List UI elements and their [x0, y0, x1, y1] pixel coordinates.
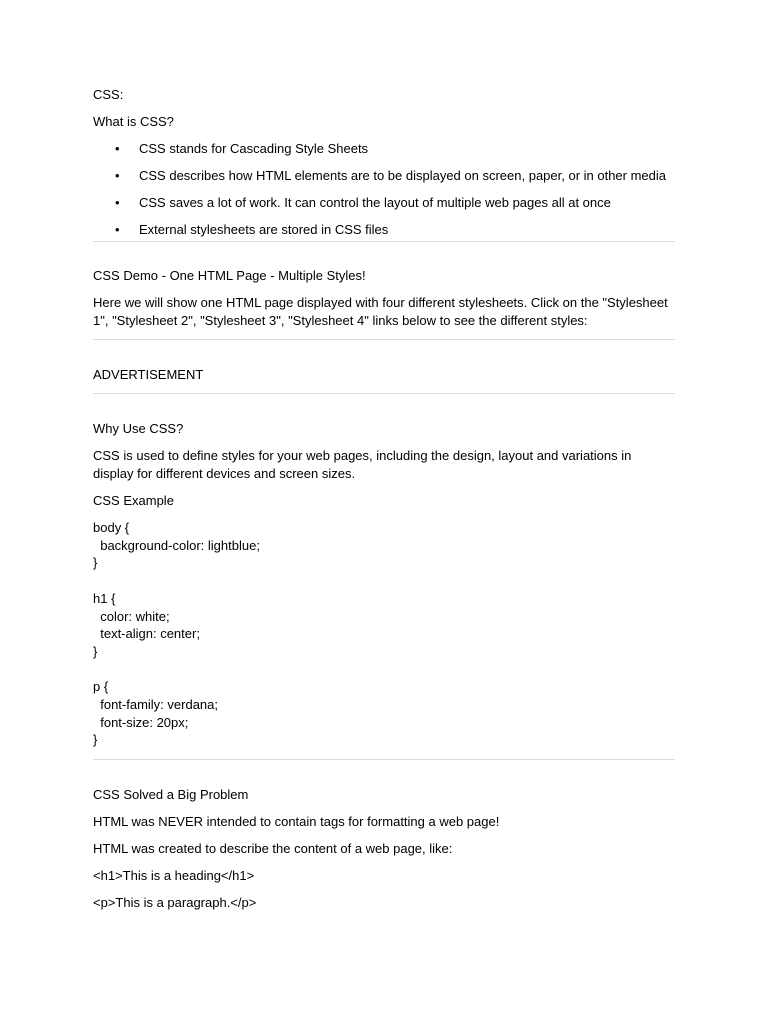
code-line: }: [93, 555, 98, 571]
problem-heading: CSS Solved a Big Problem: [93, 787, 249, 803]
divider: [93, 393, 675, 394]
code-line: font-size: 20px;: [93, 714, 189, 730]
document-page: [93, 86, 675, 921]
paragraph-example: <p>This is a paragraph.</p>: [93, 895, 257, 911]
code-line: h1 {: [93, 590, 116, 606]
demo-heading: CSS Demo - One HTML Page - Multiple Styles!: [93, 268, 366, 283]
code-line: background-color: lightblue;: [93, 537, 260, 553]
divider: [93, 759, 675, 760]
heading-example: <h1>This is a heading</h1>: [93, 868, 255, 884]
problem-paragraph: HTML was NEVER intended to contain tags for formatting a web page!: [93, 814, 500, 830]
code-line: font-family: verdana;: [93, 697, 218, 713]
divider: [93, 241, 675, 242]
code-line: body {: [93, 520, 130, 535]
code-line: text-align: center;: [93, 626, 200, 642]
why-heading: Why Use CSS?: [93, 421, 184, 436]
code-example: [93, 519, 675, 749]
code-line: color: white;: [93, 608, 170, 624]
code-line: }: [93, 732, 98, 748]
demo-body: Here we will show one HTML page displayed with four different stylesheets. Click on the "Stylesheet 1", "Stylesheet 2", "Stylesheet 3", "Stylesheet 4" links below to see the different styles:: [93, 295, 668, 328]
divider: [93, 339, 675, 340]
code-line: }: [93, 643, 98, 659]
code-line: [93, 572, 675, 590]
example-label: CSS Example: [93, 493, 174, 508]
code-line: [93, 661, 675, 679]
why-body: CSS is used to define styles for your web pages, including the design, layout and variations in display for different devices and screen sizes.: [93, 448, 632, 481]
list-item: • External stylesheets are stored in CSS files: [93, 221, 675, 239]
section-subtitle: What is CSS?: [93, 114, 174, 129]
list-item: • CSS saves a lot of work. It can control the layout of multiple web pages all at once: [93, 194, 675, 212]
code-line: p {: [93, 679, 109, 695]
list-item: • CSS stands for Cascading Style Sheets: [93, 140, 675, 158]
problem-paragraph: HTML was created to describe the content of a web page, like:: [93, 841, 453, 857]
advertisement-label: ADVERTISEMENT: [93, 367, 204, 382]
bullet-list: [93, 140, 675, 239]
section-title: CSS:: [93, 87, 124, 102]
list-item: • CSS describes how HTML elements are to be displayed on screen, paper, or in other media: [93, 167, 675, 185]
